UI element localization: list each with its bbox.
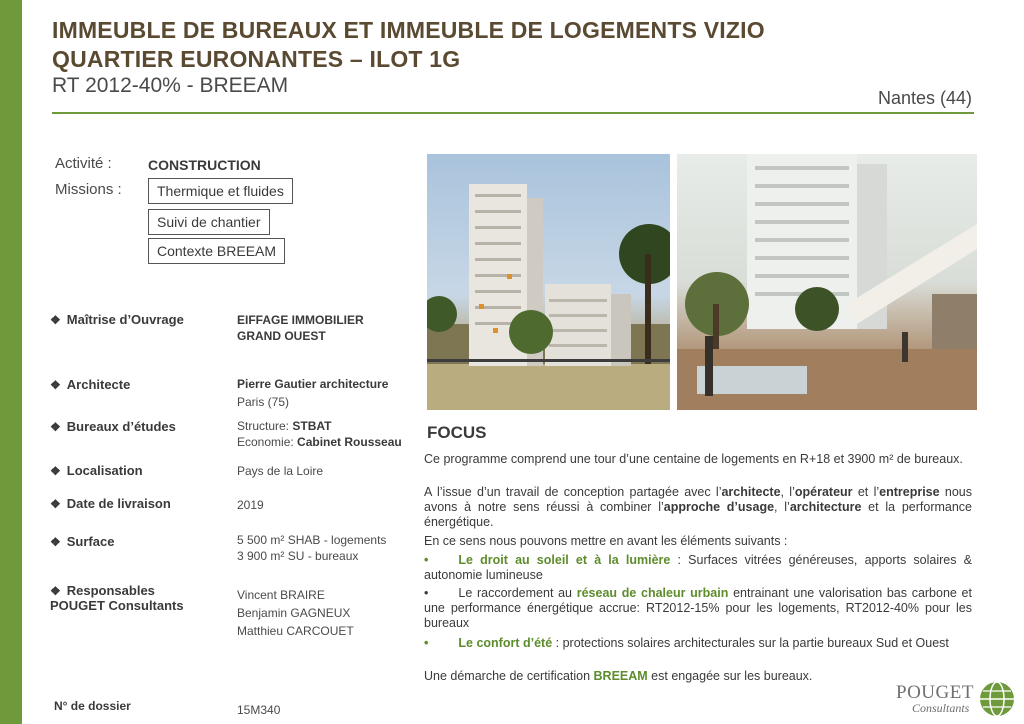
detail-value-livraison: 2019 (237, 498, 264, 512)
focus-heading: FOCUS (427, 423, 487, 442)
pouget-logo: POUGET Consultants (896, 676, 1020, 722)
detail-label-livraison: ❖ Date de livraison (50, 496, 171, 511)
detail-value-surface: 5 500 m² SHAB - logements 3 900 m² SU - bureaux (237, 533, 387, 563)
detail-label-maitrise: ❖ Maîtrise d’Ouvrage (50, 312, 184, 327)
diamond-bullet-icon: ❖ (50, 535, 61, 549)
page-title (52, 16, 765, 74)
diamond-bullet-icon: ❖ (50, 313, 61, 327)
diamond-bullet-icon: ❖ (50, 497, 61, 511)
diamond-bullet-icon: ❖ (50, 378, 61, 392)
focus-bullet-1: • Le droit au soleil et à la lumière : Surfaces vitrées généreuses, apports solaires & autonomie lumineuse (424, 553, 972, 582)
tower-illustration (427, 154, 670, 410)
bullet-dot-icon: • (424, 636, 429, 650)
detail-label-dossier: N° de dossier (54, 699, 131, 713)
detail-value-architecte: Pierre Gautier architecture Paris (75) (237, 377, 389, 409)
focus-bullet-3: • Le confort d’été : protections solaires architecturales sur la partie bureaux Sud et Ouest (424, 636, 949, 650)
globe-icon (978, 680, 1016, 718)
building-photo-tower (427, 154, 670, 410)
focus-paragraph-3: En ce sens nous pouvons mettre en avant les éléments suivants : (424, 534, 788, 548)
focus-bullet-2: • Le raccordement au réseau de chaleur urbain entrainant une valorisation bas carbone et une performance énergétique accrue: RT2012-15% pour les logements, RT2012-40% pour les bureaux (424, 586, 972, 630)
title-line-1: IMMEUBLE DE BUREAUX ET IMMEUBLE DE LOGEMENTS VIZIO (52, 17, 765, 43)
title-line-2: QUARTIER EURONANTES – ILOT 1G (52, 46, 461, 72)
missions-label: Missions : (55, 181, 122, 198)
header-divider (52, 112, 974, 114)
detail-value-bureaux: Structure: STBAT Economie: Cabinet Rousseau (237, 419, 402, 449)
detail-value-dossier: 15M340 (237, 703, 281, 717)
city-label: Nantes (44) (877, 88, 972, 108)
detail-value-maitrise: EIFFAGE IMMOBILIER GRAND OUEST (237, 313, 364, 343)
detail-label-localisation: ❖ Localisation (50, 463, 143, 478)
detail-value-localisation: Pays de la Loire (237, 464, 324, 478)
detail-value-responsables: Vincent BRAIRE Benjamin GAGNEUX Matthieu CARCOUET (237, 588, 354, 638)
building-photo-courtyard (677, 154, 977, 410)
mission-box: Suivi de chantier (148, 209, 270, 235)
focus-paragraph-2: A l’issue d’un travail de conception partagée avec l’architecte, l’opérateur et l’entreprise nous avons à notre sens réussi à combiner l’approche d’usage, l’architecture et la performance énergétique. (424, 485, 973, 529)
diamond-bullet-icon: ❖ (50, 420, 61, 434)
diamond-bullet-icon: ❖ (50, 584, 61, 598)
mission-box: Contexte BREEAM (148, 238, 285, 264)
activity-value: CONSTRUCTION (148, 157, 261, 173)
focus-paragraph-1: Ce programme comprend une tour d’une centaine de logements en R+18 et 3900 m² de bureaux. (424, 452, 963, 466)
diamond-bullet-icon: ❖ (50, 464, 61, 478)
page-subtitle: RT 2012-40% - BREEAM (52, 74, 289, 97)
detail-label-responsables: ❖ Responsables POUGET Consultants (50, 583, 184, 613)
mission-box: Thermique et fluides (148, 178, 293, 204)
detail-label-surface: ❖ Surface (50, 534, 115, 549)
activity-label: Activité : (55, 155, 112, 172)
bullet-dot-icon: • (424, 553, 429, 567)
detail-label-architecte: ❖ Architecte (50, 377, 131, 392)
left-accent-bar (0, 0, 22, 724)
focus-paragraph-4: Une démarche de certification BREEAM est engagée sur les bureaux. (424, 669, 813, 683)
courtyard-illustration (677, 154, 977, 410)
bullet-dot-icon: • (424, 586, 429, 600)
detail-label-bureaux: ❖ Bureaux d’études (50, 419, 176, 434)
